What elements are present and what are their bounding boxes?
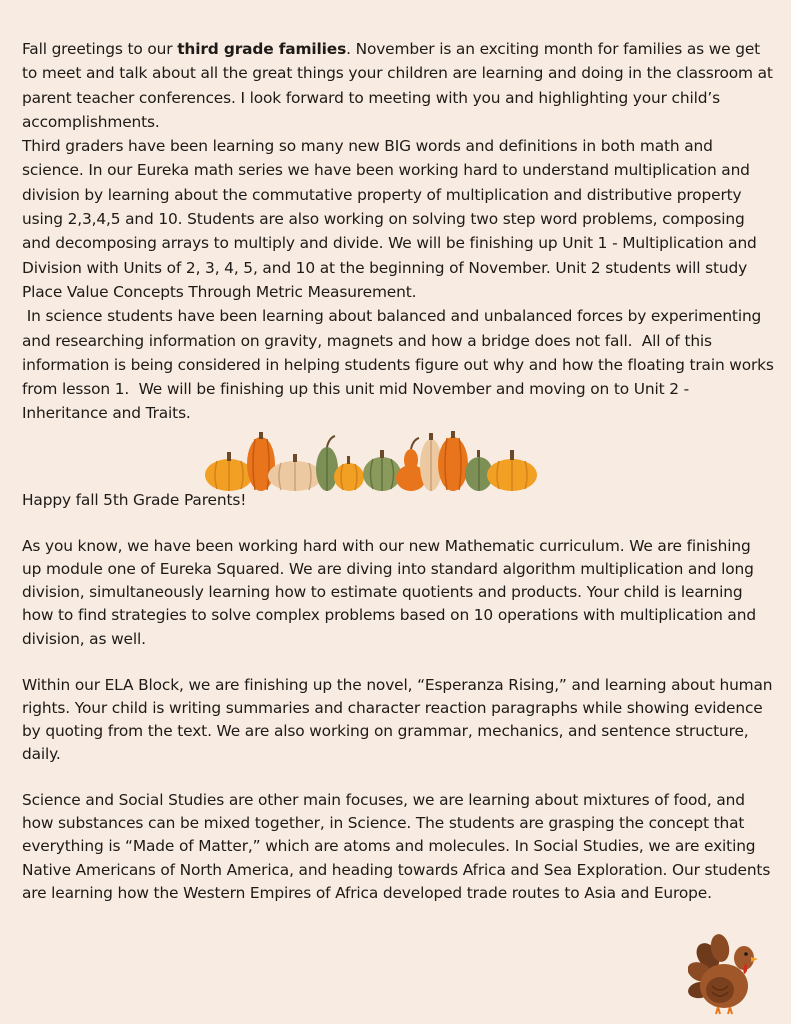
intro-text-end: . November is an exciting month for families as we get to meet and talk about all the great things your children are learning and doing in the classroom at parent teacher conferences. I look forward to meeting with you and highlighting your child’s accomplishments.	[22, 40, 773, 131]
fifth-grade-science-social-studies-paragraph: Science and Social Studies are other main focuses, we are learning about mixtures of food, and how substances can be mixed together, in Science. The students are grasping the concept that everything is “Made of Matter,” which are atoms and molecules. In Social Studies, we are exiting Native Americans of North America, and heading towards Africa and Sea Exploration. Our students are learning how the Western Empires of Africa developed trade routes to Asia and Europe.	[22, 791, 771, 902]
pumpkin-icon	[205, 452, 253, 491]
pumpkin-icon	[334, 456, 364, 491]
third-grade-math-paragraph: Third graders have been learning so many new BIG words and definitions in both math and science. In our Eureka math series we have been working hard to understand multiplication and division by learning about the commutative property of multiplication and distributive property using 2,3,4,5 and 10. Students are also working on solving two step word problems, composing and decomposing arrays to multiply and divide. We will be finishing up Unit 1 - Multiplication and Division with Units of 2, 3, 4, 5, and 10 at the beginning of November. Unit 2 students will study Place Value Concepts Through Metric Measurement.	[22, 137, 757, 301]
turkey-icon	[688, 934, 760, 1016]
fifth-grade-greeting: Happy fall 5th Grade Parents!	[22, 491, 247, 509]
intro-text-start: Fall greetings to our	[22, 40, 178, 58]
fifth-grade-math-paragraph: As you know, we have been working hard with our new Mathematic curriculum. We are finishing up module one of Eureka Squared. We are diving into standard algorithm multiplication and long division, simultaneously learning how to estimate quotients and products. Your child is learning how to find strategies to solve complex problems based on 10 operations with multiplication and division, as well.	[22, 537, 756, 648]
pumpkin-row-illustration	[203, 430, 539, 496]
pumpkin-icon	[316, 436, 338, 491]
third-grade-intro-paragraph	[22, 37, 774, 134]
third-grade-section	[22, 37, 779, 426]
pumpkin-icon	[363, 450, 401, 491]
pumpkin-icon	[438, 431, 468, 491]
pumpkin-icon	[487, 450, 537, 491]
fifth-grade-section	[22, 489, 774, 905]
fifth-grade-ela-paragraph: Within our ELA Block, we are finishing up the novel, “Esperanza Rising,” and learning about human rights. Your child is writing summaries and character reaction paragraphs while showing evidence by quoting from the text. We are also working on grammar, mechanics, and sentence structure, daily.	[22, 675, 773, 764]
pumpkin-icon	[268, 454, 322, 491]
third-grade-science-paragraph: In science students have been learning about balanced and unbalanced forces by experimenting and researching information on gravity, magnets and how a bridge does not fall. All of this information is being considered in helping students figure out why and how the floating train works from lesson 1. We will be finishing up this unit mid November and moving on to Unit 2 - Inheritance and Traits.	[22, 307, 779, 423]
third-grade-families-emphasis: third grade families	[177, 40, 347, 58]
